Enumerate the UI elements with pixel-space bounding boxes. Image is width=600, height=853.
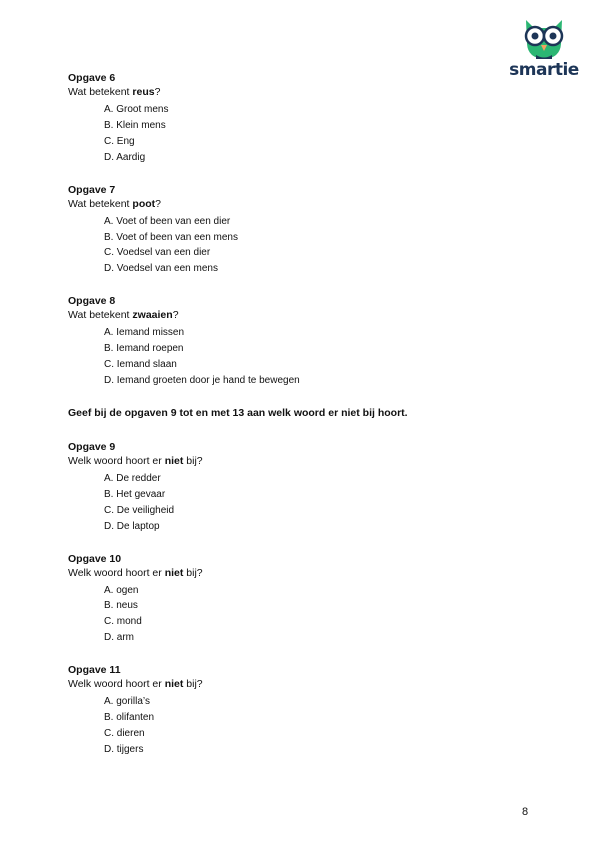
question-prompt xyxy=(68,85,538,100)
prompt-text: Welk woord hoort er xyxy=(68,566,165,579)
prompt-text-end: ? xyxy=(154,86,161,98)
answer-option: D. De laptop xyxy=(104,520,160,532)
prompt-text-end: bij? xyxy=(183,454,203,467)
answer-option: B. neus xyxy=(104,600,138,612)
prompt-text: Wat betekent xyxy=(68,86,133,98)
section-odd-one-out-questions xyxy=(68,440,538,758)
prompt-keyword: reus xyxy=(132,86,155,98)
question-title: Opgave 6 xyxy=(68,72,116,84)
answer-option: A. gorilla’s xyxy=(104,696,150,708)
answer-option: C. De veiligheid xyxy=(104,504,175,516)
answer-option: A. De redder xyxy=(104,472,161,484)
prompt-text-end: bij? xyxy=(183,566,203,579)
answer-option: C. dieren xyxy=(104,727,145,739)
question-prompt xyxy=(68,197,538,212)
answer-option: D. Aardig xyxy=(104,151,146,163)
answer-options xyxy=(104,325,538,389)
prompt-text: Wat betekent xyxy=(68,309,133,322)
question-block xyxy=(68,552,538,647)
answer-option: B. Iemand roepen xyxy=(104,343,184,355)
answer-option: D. Iemand groeten door je hand te bewegen xyxy=(104,374,300,386)
question-title: Opgave 8 xyxy=(68,295,116,308)
answer-option: C. Eng xyxy=(104,135,135,147)
answer-options xyxy=(104,471,538,535)
answer-options xyxy=(104,694,538,758)
question-title: Opgave 11 xyxy=(68,664,121,677)
question-prompt xyxy=(68,454,538,469)
question-title: Opgave 7 xyxy=(68,183,116,196)
question-prompt xyxy=(68,566,538,581)
answer-option: A. ogen xyxy=(104,584,139,596)
page-number: 8 xyxy=(522,806,529,818)
owl-icon xyxy=(517,14,571,60)
answer-option: A. Groot mens xyxy=(104,104,169,115)
question-title: Opgave 9 xyxy=(68,440,116,453)
prompt-keyword: niet xyxy=(164,454,184,467)
prompt-keyword: niet xyxy=(164,678,184,691)
question-prompt xyxy=(68,677,538,692)
answer-options xyxy=(104,102,538,166)
question-block xyxy=(68,183,538,278)
answer-option: B. Klein mens xyxy=(104,119,166,131)
answer-option: A. Iemand missen xyxy=(104,327,185,339)
prompt-keyword: poot xyxy=(132,197,156,210)
prompt-text-end: bij? xyxy=(183,678,203,691)
prompt-text: Welk woord hoort er xyxy=(68,454,165,467)
answer-option: C. Iemand slaan xyxy=(104,359,177,371)
answer-options xyxy=(104,214,538,278)
prompt-text: Wat betekent xyxy=(68,197,133,210)
answer-option: B. Voet of been van een mens xyxy=(104,231,238,243)
prompt-text-end: ? xyxy=(155,197,161,210)
answer-option: A. Voet of been van een dier xyxy=(104,215,231,227)
answer-option: D. arm xyxy=(104,632,134,644)
question-block xyxy=(68,71,538,166)
instruction-text: Geef bij de opgaven 9 tot en met 13 aan welk woord er niet bij hoort. xyxy=(68,406,408,419)
answer-option: B. Het gevaar xyxy=(104,488,166,500)
prompt-text: Welk woord hoort er xyxy=(68,678,165,691)
answer-option: D. tijgers xyxy=(104,743,144,755)
logo-wordmark: smartie xyxy=(509,60,579,80)
answer-option: B. olifanten xyxy=(104,712,155,724)
question-title: Opgave 10 xyxy=(68,552,122,565)
prompt-text-end: ? xyxy=(172,309,179,322)
question-block xyxy=(68,663,538,758)
question-block xyxy=(68,294,538,389)
question-prompt xyxy=(68,308,538,323)
worksheet-content xyxy=(68,71,538,775)
answer-option: C. Voedsel van een dier xyxy=(104,247,211,259)
section-meaning-questions xyxy=(68,71,538,389)
answer-option: D. Voedsel van een mens xyxy=(104,263,218,275)
prompt-keyword: zwaaien xyxy=(132,309,173,322)
answer-option: C. mond xyxy=(104,616,142,628)
prompt-keyword: niet xyxy=(164,566,184,579)
answer-options xyxy=(104,583,538,647)
question-block xyxy=(68,440,538,535)
